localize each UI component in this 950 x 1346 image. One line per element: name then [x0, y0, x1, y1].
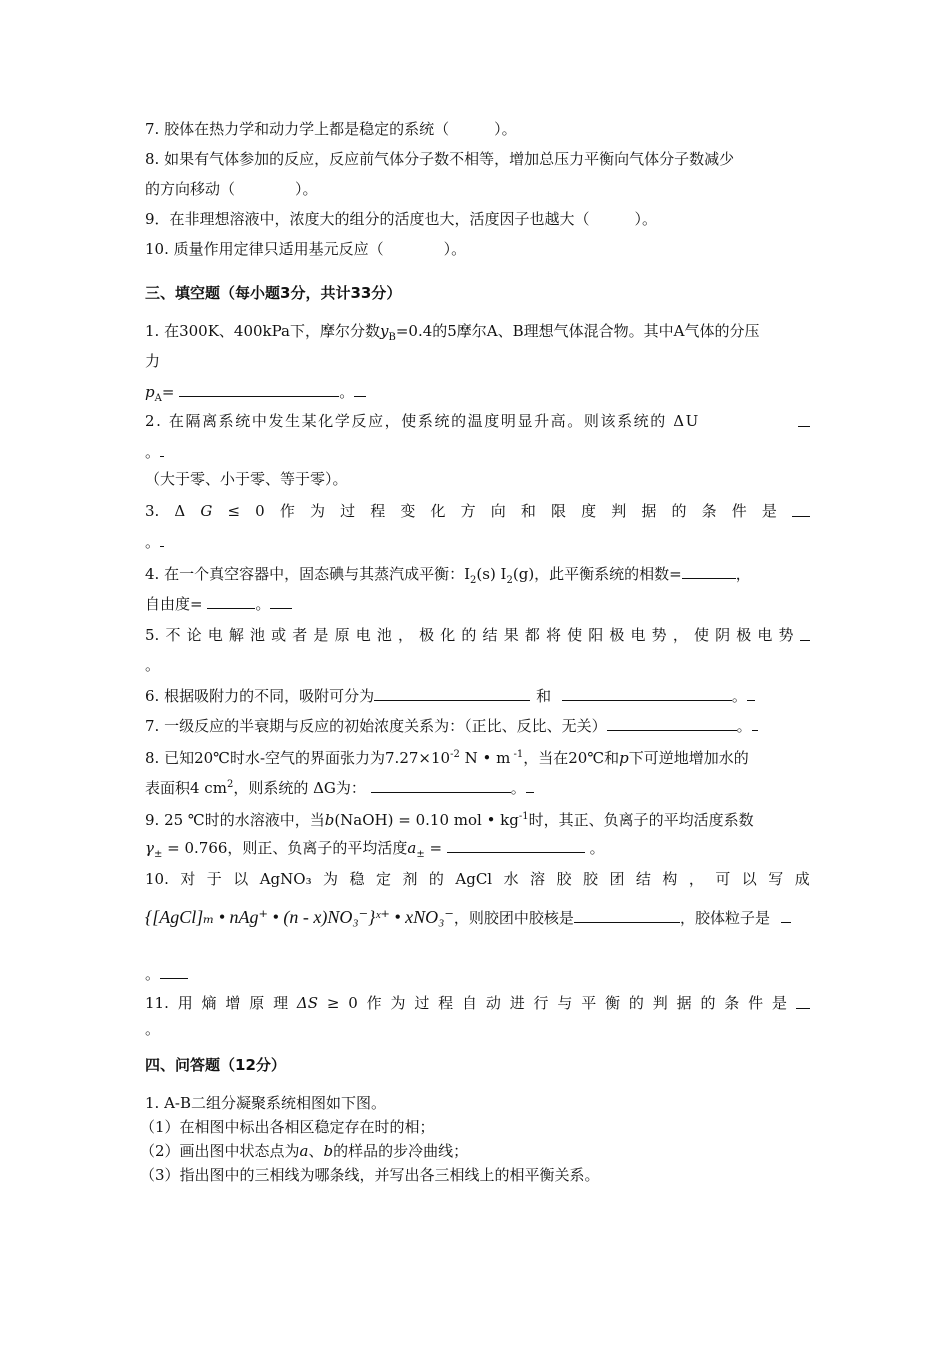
- fill-question-10-line3: 。: [145, 962, 188, 985]
- qa-subquestion-3: （3）指出图中的三相线为哪条线，并写出各三相线上的相平衡关系。: [140, 1166, 600, 1184]
- tf-question-8-line2: 的方向移动（ ）。: [145, 180, 318, 198]
- fill-question-1-line2: 力: [145, 352, 161, 370]
- answer-blank-4b[interactable]: [207, 592, 255, 609]
- fill-question-3-line1: 3. Δ G ≤ 0 作 为 过 程 变 化 方 向 和 限 度 判 据 的 条 件 是: [145, 500, 810, 522]
- fill-question-8-line2: 表面积4 $cm^2$，则系统的 ΔG为： 。: [145, 774, 534, 799]
- fill-question-11-line1: 11. 用 熵 增 原 理 ΔS ≥ 0 作 为 过 程 自 动 进 行 与 平 衡 的 判 据 的 条 件 是: [145, 992, 810, 1014]
- fill-question-8-line1: 8. 已知20℃时水-空气的界面张力为$7.27\times 10^{-2}$ N • m $^{-1}$，当在20℃和p下可逆地增加水的: [145, 749, 749, 767]
- answer-blank-1[interactable]: [179, 380, 339, 397]
- fill-question-2-line3: （大于零、小于零、等于零）。: [145, 470, 348, 488]
- qa-subquestion-2: （2）画出图中状态点为a、b的样品的步冷曲线；: [140, 1142, 469, 1160]
- fill-question-2-line2: 。: [145, 440, 164, 463]
- micelle-formula: {[AgCl]ₘ • nAg⁺ • (n - x)NO₃⁻}ˣ⁺ • xNO₃⁻: [145, 907, 454, 927]
- fill-question-9-line2: $\gamma_\pm = 0.766$，则正、负离子的平均活度$a_\pm$ = 。: [145, 836, 605, 866]
- fill-question-3-line2: 。: [145, 530, 164, 553]
- answer-blank-9[interactable]: [447, 836, 585, 853]
- fill-question-1-line3: $p_A=$ 。: [145, 380, 366, 410]
- tf-question-7: 7. 胶体在热力学和动力学上都是稳定的系统（ ）。: [145, 120, 517, 138]
- qa-subquestion-1: （1）在相图中标出各相区稳定存在时的相；: [140, 1118, 435, 1136]
- tf-question-10: 10. 质量作用定律只适用基元反应（ ）。: [145, 240, 467, 258]
- fill-question-10-line1: 10. 对 于 以 AgNO₃ 为 稳 定 剂 的 AgCl 水 溶 胶 胶 团 结 构 ， 可 以 写 成: [145, 870, 810, 888]
- section-heading-fill: 三、填空题（每小题3分，共计33分）: [145, 284, 402, 302]
- fill-question-7: 7. 一级反应的半衰期与反应的初始浓度关系为：（正比、反比、无关） 。: [145, 714, 758, 737]
- answer-blank-6b[interactable]: [562, 684, 732, 701]
- fill-question-11-line2: 。: [145, 1020, 161, 1038]
- fill-question-9-line1: 9. 25 ℃时的水溶液中，当b(NaOH) = 0.10 mol • $kg^{-1}$时，其正、负离子的平均活度系数: [145, 811, 754, 829]
- fill-question-1-line1: 1. 在300K、400kPa下，摩尔分数$y_B=0.4$的5摩尔A、B理想气体混合物。其中A气体的分压: [145, 322, 760, 343]
- answer-blank-4a[interactable]: [682, 562, 736, 579]
- answer-blank-3[interactable]: [792, 500, 810, 517]
- qa-question-1: 1. A-B二组分凝聚系统相图如下图。: [145, 1094, 387, 1112]
- answer-blank-10b[interactable]: [781, 906, 791, 923]
- tf-question-8-line1: 8. 如果有气体参加的反应，反应前气体分子数不相等，增加总压力平衡向气体分子数减少: [145, 150, 735, 168]
- fill-question-4-line2: 自由度= 。: [145, 592, 292, 615]
- fill-question-6: 6. 根据吸附力的不同，吸附可分为 和 。: [145, 684, 755, 707]
- fill-question-4-line1: 4. 在一个真空容器中，固态碘与其蒸汽成平衡：$I_2(s)$ $I_2(g)$，此平衡系统的相数= ，: [145, 562, 751, 592]
- answer-blank-11[interactable]: [796, 992, 810, 1009]
- answer-blank-2[interactable]: [798, 410, 810, 427]
- fill-question-5-line2: 。: [145, 656, 161, 674]
- section-heading-qa: 四、问答题（12分）: [145, 1056, 286, 1074]
- fill-question-10-line2: {[AgCl]ₘ • nAg⁺ • (n - x)NO₃⁻}ˣ⁺ • xNO₃⁻，则胶团中胶核是 ，胶体粒子是: [145, 906, 791, 929]
- answer-blank-8[interactable]: [371, 776, 511, 793]
- tf-question-9: 9．在非理想溶液中，浓度大的组分的活度也大，活度因子也越大（ ）。: [145, 210, 658, 228]
- fill-question-2-line1: 2. 在隔离系统中发生某化学反应，使系统的温度明显升高。则该系统的 ΔU: [145, 410, 810, 432]
- answer-blank-7[interactable]: [607, 714, 737, 731]
- answer-blank-5[interactable]: [800, 624, 810, 641]
- fill-question-5-line1: 5. 不 论 电 解 池 或 者 是 原 电 池 ， 极 化 的 结 果 都 将 使 阳 极 电 势 ， 使 阴 极 电 势: [145, 624, 810, 646]
- answer-blank-10a[interactable]: [574, 906, 680, 923]
- answer-blank-6a[interactable]: [374, 684, 530, 701]
